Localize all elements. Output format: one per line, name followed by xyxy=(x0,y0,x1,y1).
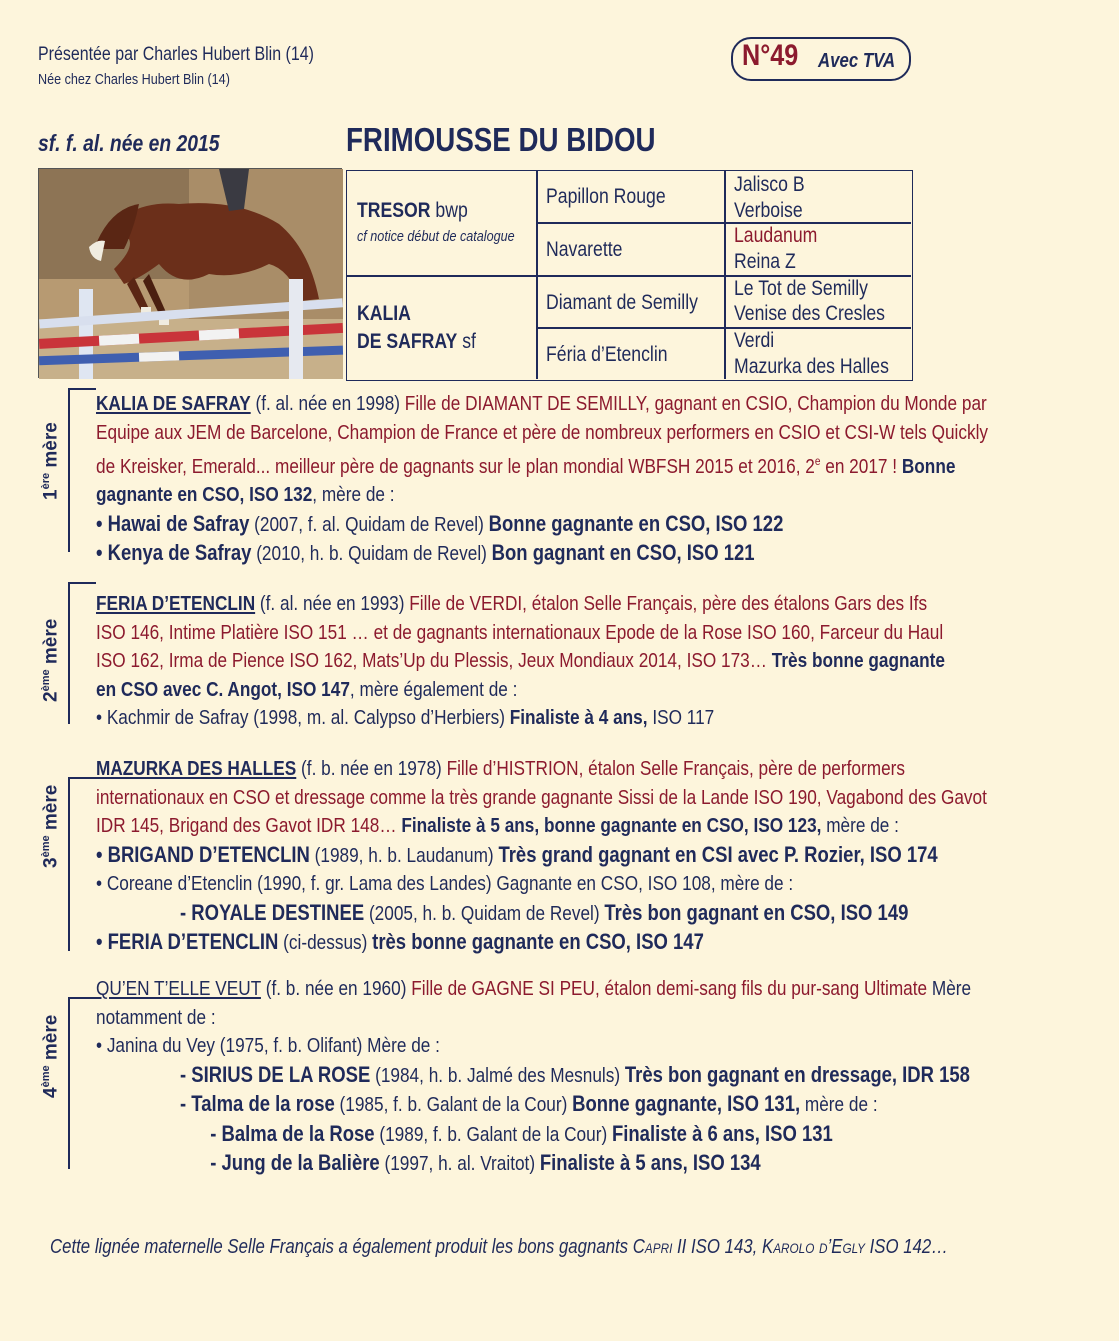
generation-4-bracket xyxy=(68,997,96,1169)
generation-1-label: 1ère mère xyxy=(40,422,62,500)
great-grandparent-1: Jalisco B xyxy=(734,173,805,196)
great-grandparent-2: Verboise xyxy=(734,199,803,222)
sire-name: TRESOR bwp xyxy=(357,199,468,222)
grandparent-3: Diamant de Semilly xyxy=(546,291,698,314)
great-grandparent-8: Mazurka des Halles xyxy=(734,355,889,378)
generation-3-label: 3ème mère xyxy=(40,784,62,868)
generation-2-label: 2ème mère xyxy=(40,618,62,702)
third-dam-paragraph: MAZURKA DES HALLES (f. b. née en 1978) Fille d’HISTRION, étalon Selle Français, père de performers internationaux en CSO et dressage comme la très grande gagnante Sissi de la Lande ISO 190, Vagabond des Gavot IDR 145, Brigand des Gavot IDR 148… Finaliste à 5 ans, bonne gagnante en CSO, ISO 123, mère de : • BRIGAND D’ETENCLIN (1989, h. b. Laudanum) Très grand gagnant en CSI avec P. Rozier, ISO 174 • Coreane d’Etenclin (1990, f. gr. Lama des Landes) Gagnante en CSO, ISO 108, mère de : - ROYALE DESTINEE (2005, h. b. Quidam de Revel) Très bon gagnant en CSO, ISO 149 • FERIA D’ETENCLIN (ci-dessus) très bonne gagnante en CSO, ISO 147 xyxy=(96,757,987,954)
lot-vat-label: Avec TVA xyxy=(818,50,896,72)
pedigree-table xyxy=(346,170,913,381)
horse-name: FRIMOUSSE DU BIDOU xyxy=(346,121,656,158)
grandparent-2: Navarette xyxy=(546,238,623,261)
horse-description: sf. f. al. née en 2015 xyxy=(38,130,220,156)
great-grandparent-3: Laudanum xyxy=(734,224,818,247)
generation-1-bracket xyxy=(68,388,96,552)
grandparent-1: Papillon Rouge xyxy=(546,185,666,208)
horse-photo xyxy=(38,168,342,378)
great-grandparent-5: Le Tot de Semilly xyxy=(734,277,869,300)
dam-name-line1: KALIA xyxy=(357,302,411,325)
fourth-dam-paragraph: QU’EN T’ELLE VEUT (f. b. née en 1960) Fille de GAGNE SI PEU, étalon demi-sang fils du pur-sang Ultimate Mère notamment de : • Janina du Vey (1975, f. b. Olifant) Mère de : - SIRIUS DE LA ROSE (1984, h. b. Jalmé des Mesnuls) Très bon gagnant en dressage, IDR 158 - Talma de la rose (1985, f. b. Galant de la Cour) Bonne gagnante, ISO 131, mère de : - Balma de la Rose (1989, f. b. Galant de la Cour) Finaliste à 6 ans, ISO 131 - Jung de la Balière (1997, h. al. Vraitot) Finaliste à 5 ans, ISO 134 xyxy=(96,977,972,1175)
lot-number: N°49 xyxy=(742,39,799,72)
sire-note: cf notice début de catalogue xyxy=(357,228,515,245)
presenter: Présentée par Charles Hubert Blin (14) xyxy=(38,44,314,65)
generation-2-bracket xyxy=(68,582,96,724)
first-dam-paragraph: KALIA DE SAFRAY (f. al. née en 1998) Fille de DIAMANT DE SEMILLY, gagnant en CSIO, Champion du Monde par Equipe aux JEM de Barcelone, Champion de France et père de nombreux performers en CSIO et CSI-W tels Quickly de Kreisker, Emerald... meilleur père de gagnants sur le plan mondial WBFSH 2015 et 2016, 2e en 2017 ! Bonne gagnante en CSO, ISO 132, mère de : • Hawai de Safray (2007, f. al. Quidam de Revel) Bonne gagnante en CSO, ISO 122 • Kenya de Safray (2010, h. b. Quidam de Revel) Bon gagnant en CSO, ISO 121 xyxy=(96,392,989,566)
great-grandparent-4: Reina Z xyxy=(734,250,796,273)
dam-name-line2: DE SAFRAY sf xyxy=(357,330,476,353)
breeder: Née chez Charles Hubert Blin (14) xyxy=(38,71,230,88)
grandparent-4: Féria d’Etenclin xyxy=(546,343,668,366)
second-dam-paragraph: FERIA D’ETENCLIN (f. al. née en 1993) Fille de VERDI, étalon Selle Français, père des étalons Gars des Ifs ISO 146, Intime Platière ISO 151 … et de gagnants internationaux Epode de la Rose ISO 160, Farceur du Haul ISO 162, Irma de Pience ISO 162, Mats’Up du Plessis, Jeux Mondiaux 2014, ISO 173… Très bonne gagnante en CSO avec C. Angot, ISO 147, mère également de : • Kachmir de Safray (1998, m. al. Calypso d’Herbiers) Finaliste à 4 ans, ISO 117 xyxy=(96,592,945,729)
great-grandparent-6: Venise des Cresles xyxy=(734,302,886,325)
great-grandparent-7: Verdi xyxy=(734,329,775,352)
generation-4-label: 4ème mère xyxy=(40,1014,62,1098)
footer-note: Cette lignée maternelle Selle Français a également produit les bons gagnants Capri II ISO 143, Karolo d’Egly ISO 142… xyxy=(50,1236,949,1258)
generation-3-bracket xyxy=(68,777,96,951)
